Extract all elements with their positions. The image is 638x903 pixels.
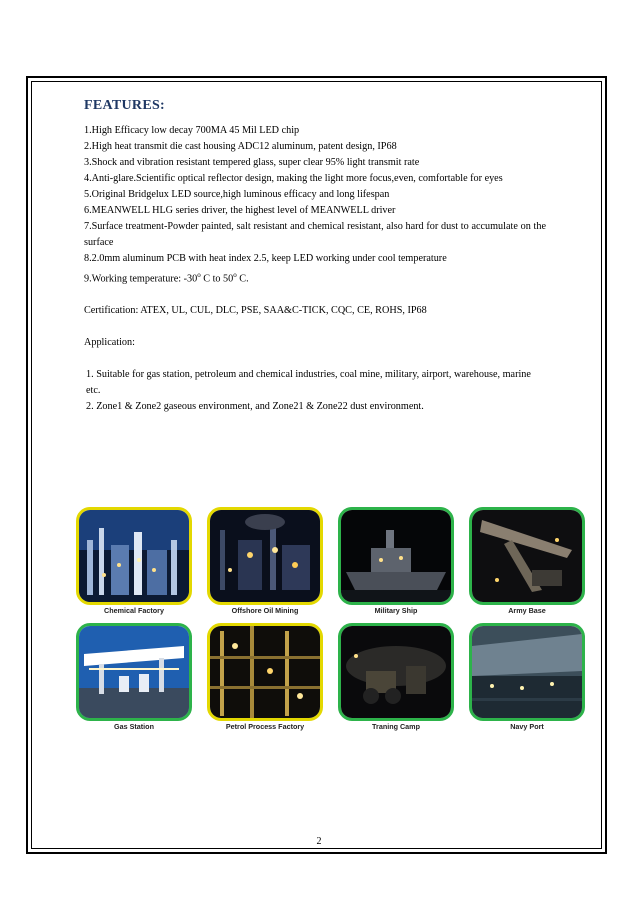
degree-mark: o [197, 271, 201, 279]
chemical-factory-photo [76, 507, 192, 605]
training-camp-photo [338, 623, 454, 721]
temp-suffix: C. [236, 273, 249, 285]
feature-item: 3.Shock and vibration resistant tempered glass, super clear 95% light transmit rate [84, 157, 420, 168]
application-title: Application: [84, 337, 135, 349]
feature-item-working-temperature [84, 267, 546, 287]
gallery-tile-military-ship [338, 507, 454, 619]
navy-port-photo [469, 623, 585, 721]
gallery-tile-chemical-factory [76, 507, 192, 619]
gallery-caption: Navy Port [510, 722, 544, 731]
gallery-tile-offshore-oil-mining [207, 507, 323, 619]
feature-item: 6.MEANWELL HLG series driver, the highest level of MEANWELL driver [84, 205, 396, 216]
page-number: 2 [316, 836, 322, 847]
document-body [84, 98, 546, 415]
military-ship-photo [338, 507, 454, 605]
application-item: 1. Suitable for gas station, petroleum and chemical industries, coal mine, military, airport, warehouse, marine etc. [86, 369, 531, 397]
degree-mark: o [233, 271, 237, 279]
feature-item: 8.2.0mm aluminum PCB with heat index 2.5, keep LED working under cool temperature [84, 253, 447, 264]
gallery-caption: Military Ship [374, 606, 418, 615]
gallery-tile-gas-station [76, 623, 192, 735]
gallery-caption: Chemical Factory [104, 606, 164, 615]
gallery-tile-army-base [469, 507, 585, 619]
feature-item: 2.High heat transmit die cast housing ADC12 aluminum, patent design, IP68 [84, 141, 397, 152]
gallery-caption: Petrol Process Factory [225, 722, 305, 731]
petrol-process-factory-photo [207, 623, 323, 721]
gallery-caption: Gas Station [114, 722, 154, 731]
features-heading: FEATURES: [84, 98, 166, 113]
gallery-tile-training-camp [338, 623, 454, 735]
gallery-tile-navy-port [469, 623, 585, 735]
gallery-caption: Offshore Oil Mining [231, 606, 299, 615]
application-item: 2. Zone1 & Zone2 gaseous environment, and Zone21 & Zone22 dust environment. [86, 401, 424, 413]
gallery-tile-petrol-process-factory [207, 623, 323, 735]
gas-station-photo [76, 623, 192, 721]
gallery-caption: Traning Camp [372, 722, 420, 731]
gallery-caption: Army Base [508, 606, 546, 615]
army-base-photo [469, 507, 585, 605]
certification-line: Certification: ATEX, UL, CUL, DLC, PSE, SAA&C-TICK, CQC, CE, ROHS, IP68 [84, 305, 427, 317]
temp-mid: C to 50 [200, 273, 234, 285]
offshore-oil-mining-photo [207, 507, 323, 605]
feature-item: 7.Surface treatment-Powder painted, salt resistant and chemical resistant, also hard for dust to accumulate on the surface [84, 221, 546, 248]
feature-item: 4.Anti-glare.Scientific optical reflector design, making the light more focus,even, comfortable for eyes [84, 173, 503, 184]
feature-item: 1.High Efficacy low decay 700MA 45 Mil LED chip [84, 125, 300, 136]
feature-item: 5.Original Bridgelux LED source,high luminous efficacy and long lifespan [84, 189, 390, 200]
temp-prefix: 9.Working temperature: -30 [84, 273, 198, 285]
